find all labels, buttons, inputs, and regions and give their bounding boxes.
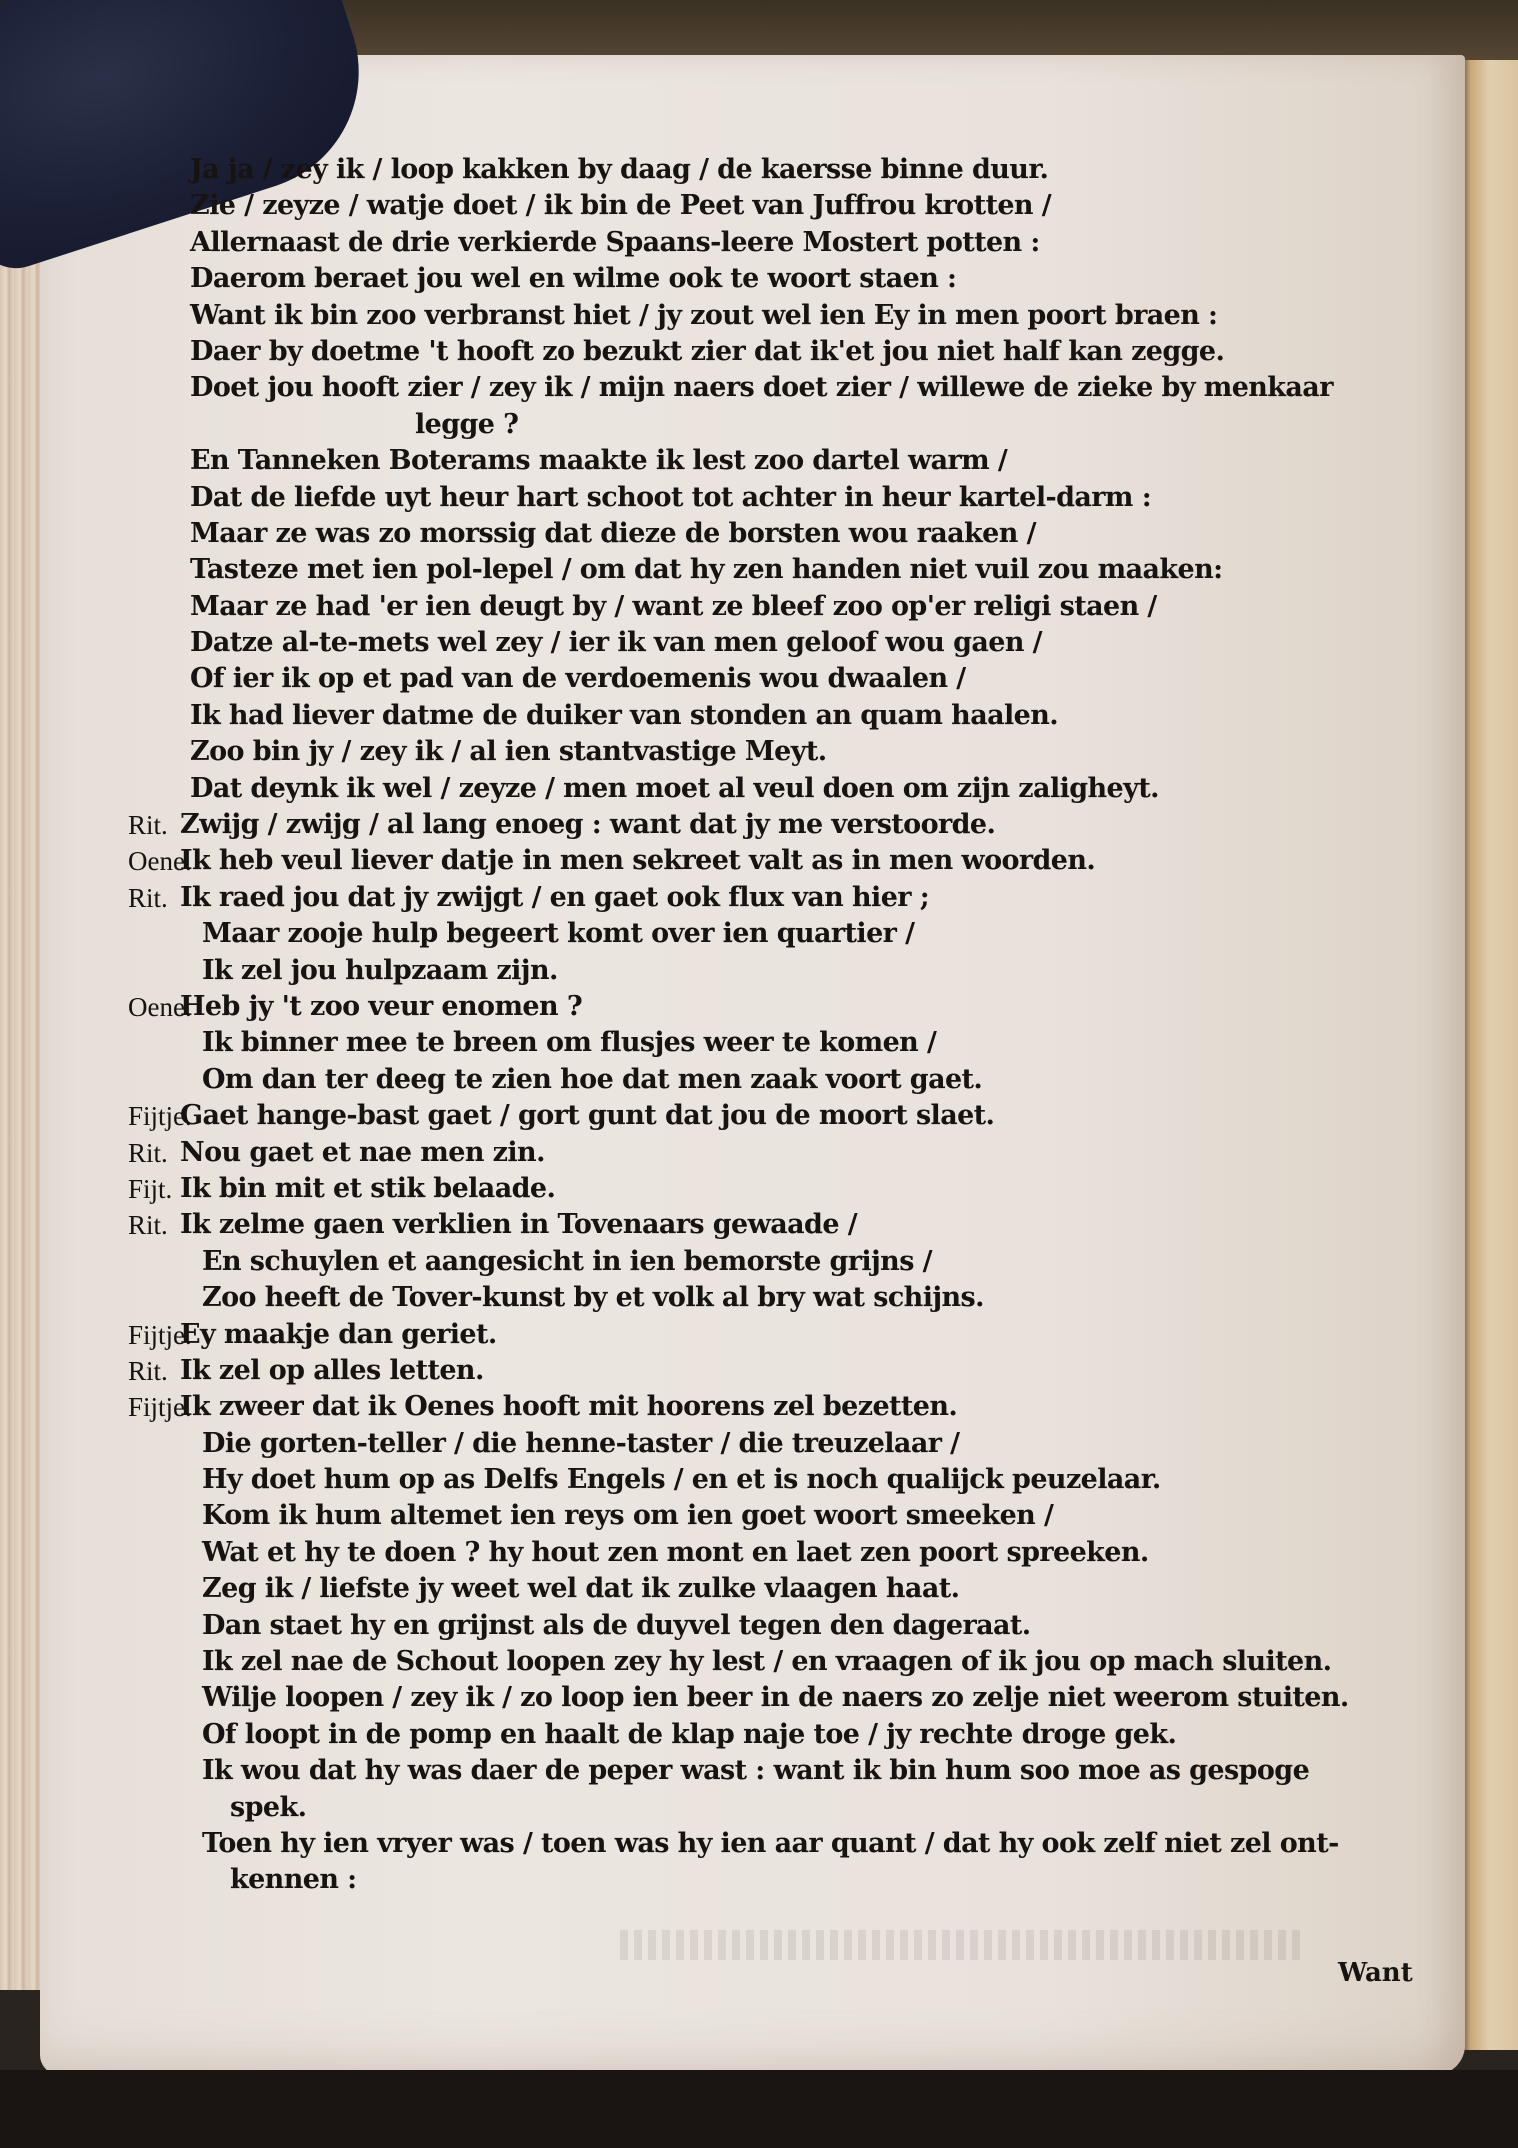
verse-text: Want ik bin zoo verbranst hiet / jy zout wel ien Ey in men poort braen : bbox=[190, 299, 1218, 331]
verse-text: Ik had liever datme de duiker van stonden an quam haalen. bbox=[190, 699, 1059, 731]
verse-line bbox=[180, 334, 1460, 370]
verse-line bbox=[180, 589, 1460, 625]
verse-text: Datze al-te-mets wel zey / ier ik van men geloof wou gaen / bbox=[190, 627, 1042, 659]
verse-text: Tasteze met ien pol-lepel / om dat hy zen handen niet vuil zou maaken: bbox=[190, 554, 1223, 586]
verse-text: Zie / zeyze / watje doet / ik bin de Peet van Juffrou krotten / bbox=[190, 190, 1051, 222]
verse-line bbox=[180, 370, 1460, 406]
speaker-label: Rit. bbox=[128, 1355, 168, 1386]
verse-line bbox=[180, 1644, 1460, 1680]
verse-text: En schuylen et aangesicht in ien bemorste grijns / bbox=[202, 1245, 932, 1277]
verse-text: Gaet hange-bast gaet / gort gunt dat jou de moort slaet. bbox=[180, 1100, 995, 1132]
background-dark-surface bbox=[0, 2070, 1518, 2148]
verse-line bbox=[180, 1025, 1460, 1061]
verse-line bbox=[180, 298, 1460, 334]
verse-text: Heb jy 't zoo veur enomen ? bbox=[180, 990, 583, 1022]
verse-line bbox=[180, 1608, 1460, 1644]
verse-line bbox=[180, 188, 1460, 224]
verse-line bbox=[128, 1207, 1460, 1243]
verse-line bbox=[180, 1571, 1460, 1607]
verse-line bbox=[180, 516, 1460, 552]
verse-line bbox=[128, 1098, 1460, 1134]
verse-line bbox=[180, 1535, 1460, 1571]
verse-line bbox=[128, 1353, 1460, 1389]
speaker-label: Rit. bbox=[128, 1210, 168, 1241]
verse-line bbox=[128, 880, 1460, 916]
verse-line bbox=[180, 953, 1460, 989]
verse-line bbox=[180, 1790, 1460, 1826]
verse-text: Om dan ter deeg te zien hoe dat men zaak voort gaet. bbox=[202, 1063, 983, 1095]
verse-text: Hy doet hum op as Delfs Engels / en et is noch qualijck peuzelaar. bbox=[202, 1464, 1161, 1496]
verse-line bbox=[180, 261, 1460, 297]
verse-line bbox=[180, 1826, 1460, 1862]
verse-text: Doet jou hooft zier / zey ik / mijn naers doet zier / willewe de zieke by menkaar bbox=[190, 372, 1333, 404]
verse-line bbox=[180, 1862, 1460, 1898]
ink-bleed-through bbox=[620, 1930, 1300, 1960]
verse-line bbox=[180, 734, 1460, 770]
verse-text: Ik heb veul liever datje in men sekreet valt as in men woorden. bbox=[180, 845, 1096, 877]
verse-text: Nou gaet et nae men zin. bbox=[180, 1136, 545, 1168]
verse-line bbox=[180, 625, 1460, 661]
speaker-label: Fijtje. bbox=[128, 1392, 192, 1423]
verse-text: Ey maakje dan geriet. bbox=[180, 1318, 497, 1350]
verse-text: Toen hy ien vryer was / toen was hy ien aar quant / dat hy ook zelf niet zel ont- bbox=[202, 1827, 1339, 1859]
verse-line bbox=[180, 1753, 1460, 1789]
verse-line bbox=[180, 771, 1460, 807]
verse-text: Ik zelme gaen verklien in Tovenaars gewaade / bbox=[180, 1209, 857, 1241]
verse-line bbox=[180, 152, 1460, 188]
verse-text: Ik bin mit et stik belaade. bbox=[180, 1172, 556, 1204]
verse-text: Die gorten-teller / die henne-taster / die treuzelaar / bbox=[202, 1427, 960, 1459]
verse-text: Ik raed jou dat jy zwijgt / en gaet ook flux van hier ; bbox=[180, 881, 930, 913]
verse-line bbox=[180, 1062, 1460, 1098]
verse-text: Ik zel nae de Schout loopen zey hy lest / en vraagen of ik jou op mach sluiten. bbox=[202, 1646, 1332, 1678]
speaker-label: Fijtje. bbox=[128, 1319, 192, 1350]
verse-line bbox=[128, 1317, 1460, 1353]
verse-line bbox=[180, 916, 1460, 952]
speaker-label: Rit. bbox=[128, 882, 168, 913]
verse-text: Ik zel op alles letten. bbox=[180, 1354, 484, 1386]
verse-line bbox=[180, 443, 1460, 479]
verse-text: Ja ja / zey ik / loop kakken by daag / de kaersse binne duur. bbox=[190, 154, 1049, 185]
verse-text: Daerom beraet jou wel en wilme ook te woort staen : bbox=[190, 263, 957, 295]
verse-line bbox=[180, 1426, 1460, 1462]
verse-text: Ik zweer dat ik Oenes hooft mit hoorens zel bezetten. bbox=[180, 1391, 958, 1423]
speaker-label: Rit. bbox=[128, 1137, 168, 1168]
verse-text: Dan staet hy en grijnst als de duyvel tegen den dageraat. bbox=[202, 1609, 1031, 1641]
verse-text: Ik zel jou hulpzaam zijn. bbox=[202, 954, 558, 986]
verse-line bbox=[128, 807, 1460, 843]
verse-text: legge ? bbox=[415, 408, 519, 440]
verse-text: Maar ze had 'er ien deugt by / want ze bleef zoo op'er religi staen / bbox=[190, 590, 1157, 622]
verse-text: Maar ze was zo morssig dat dieze de borsten wou raaken / bbox=[190, 517, 1036, 549]
verse-line bbox=[180, 552, 1460, 588]
verse-line bbox=[180, 225, 1460, 261]
verse-line bbox=[180, 698, 1460, 734]
verse-text: Dat de liefde uyt heur hart schoot tot achter in heur kartel-darm : bbox=[190, 481, 1152, 513]
verse-text: Zwijg / zwijg / al lang enoeg : want dat jy me verstoorde. bbox=[180, 809, 996, 841]
verse-line bbox=[128, 1389, 1460, 1425]
verse-text: Kom ik hum altemet ien reys om ien goet woort smeeken / bbox=[202, 1500, 1054, 1532]
verse-line bbox=[128, 1171, 1460, 1207]
verse-text: Dat deynk ik wel / zeyze / men moet al veul doen om zijn zalighеyt. bbox=[190, 772, 1159, 804]
verse-text: Zeg ik / liefste jy weet wel dat ik zulke vlaagen haat. bbox=[202, 1573, 960, 1605]
speaker-label: Fijtje. bbox=[128, 1101, 192, 1132]
verse-text: kennen : bbox=[230, 1864, 357, 1896]
verse-text: Wat et hy te doen ? hy hout zen mont en laet zen poort spreeken. bbox=[202, 1536, 1149, 1568]
verse-text: Maar zooje hulp begeert komt over ien quartier / bbox=[202, 918, 915, 950]
verse-text: Zoo heeft de Tover-kunst by et volk al bry wat schijns. bbox=[202, 1282, 984, 1314]
speaker-label: Oene. bbox=[128, 846, 192, 877]
book-right-edge bbox=[1462, 60, 1518, 2050]
verse-line bbox=[180, 407, 1460, 443]
verse-line bbox=[180, 1717, 1460, 1753]
verse-text: spek. bbox=[230, 1791, 307, 1823]
verse-line bbox=[128, 1135, 1460, 1171]
verse-line bbox=[128, 843, 1460, 879]
verse-line bbox=[180, 1244, 1460, 1280]
verse-line bbox=[180, 1280, 1460, 1316]
catchword: Want bbox=[1338, 1958, 1413, 1988]
speaker-label: Oene. bbox=[128, 991, 192, 1022]
verse-text: Of ier ik op et pad van de verdoemenis wou dwaalen / bbox=[190, 663, 966, 695]
verse-line bbox=[180, 661, 1460, 697]
verse-text: Ik binner mee te breen om flusjes weer te komen / bbox=[202, 1027, 937, 1059]
verse-text: Zoo bin jy / zey ik / al ien stantvastige Meyt. bbox=[190, 736, 827, 768]
verse-line bbox=[180, 480, 1460, 516]
verse-text: Daer by doetme 't hooft zo bezukt zier dat ik'et jou niet half kan zegge. bbox=[190, 335, 1225, 367]
playscript-text bbox=[128, 152, 1460, 1899]
verse-text: En Tanneken Boterams maakte ik lest zoo dartel warm / bbox=[190, 445, 1008, 477]
verse-line bbox=[128, 989, 1460, 1025]
verse-text: Allernaast de drie verkierde Spaans-leere Mostert potten : bbox=[190, 226, 1040, 258]
verse-text: Of loopt in de pomp en haalt de klap naje toe / jy rechte droge gek. bbox=[202, 1718, 1177, 1750]
verse-line bbox=[180, 1680, 1460, 1716]
speaker-label: Fijt. bbox=[128, 1173, 173, 1204]
verse-line bbox=[180, 1498, 1460, 1534]
verse-line bbox=[180, 1462, 1460, 1498]
verse-text: Wilje loopen / zey ik / zo loop ien beer in de naers zo zelje niet weerom stuiten. bbox=[202, 1682, 1349, 1714]
speaker-label: Rit. bbox=[128, 810, 168, 841]
verse-text: Ik wou dat hy was daer de peper wast : want ik bin hum soo moe as gespoge bbox=[202, 1755, 1310, 1787]
